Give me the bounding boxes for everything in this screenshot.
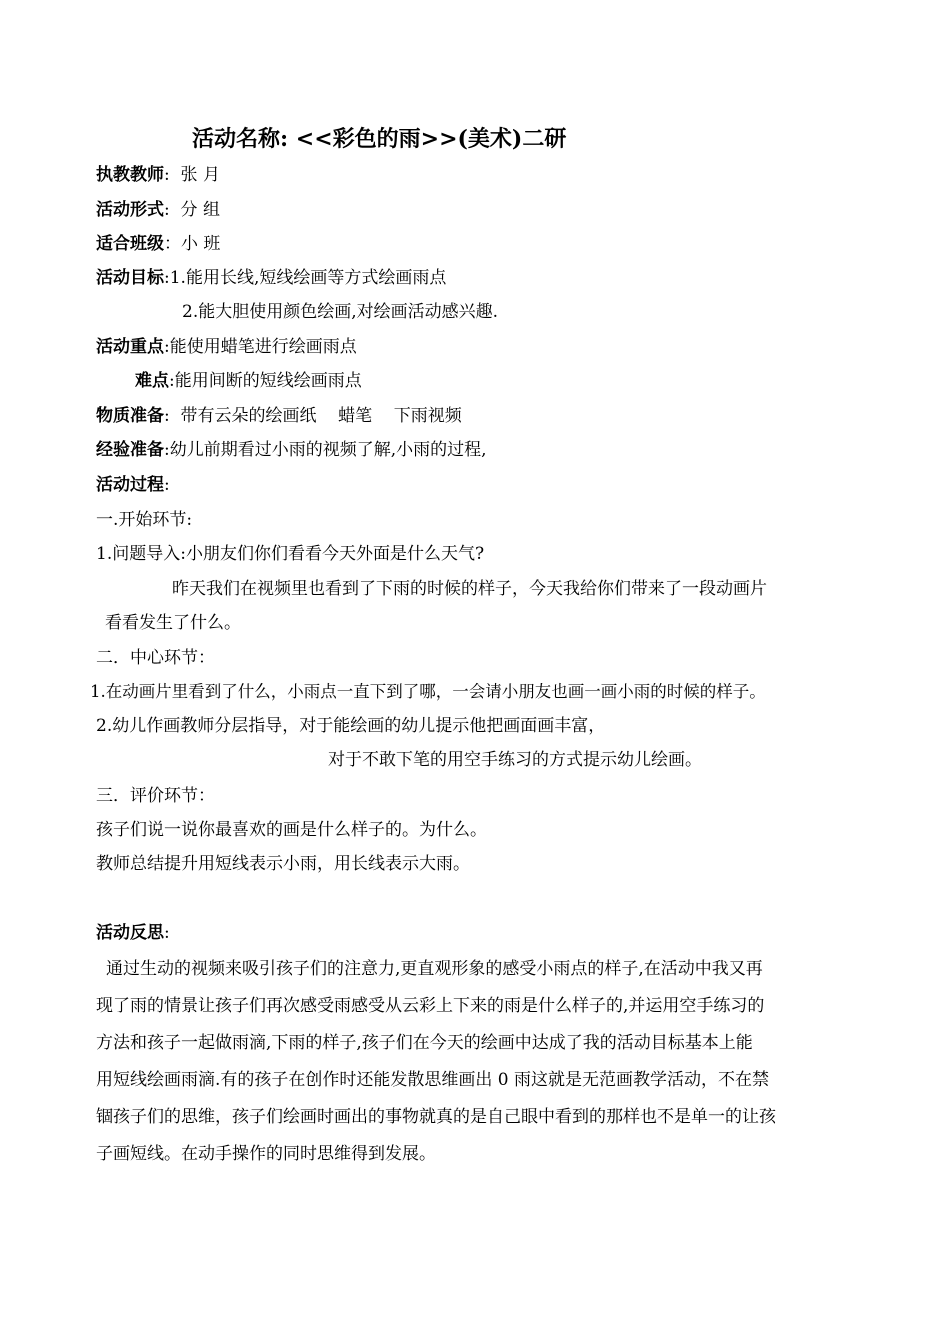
goals-label: 活动目标: [96, 268, 164, 288]
reflection-line: 现了雨的情景让孩子们再次感受雨感受从云彩上下来的雨是什么样子的,并运用空手练习的: [96, 996, 765, 1016]
focus-value: 能使用蜡笔进行绘画雨点: [169, 337, 357, 357]
reflection-line: 方法和孩子一起做雨滴,下雨的样子,孩子们在今天的绘画中达成了我的活动目标基本上能: [96, 1033, 753, 1053]
reflection-line: 用短线绘画雨滴.有的孩子在创作时还能发散思维画出 0 雨这就是无范画教学活动，不在禁: [96, 1070, 770, 1090]
reflection-line: 通过生动的视频来吸引孩子们的注意力,更直观形象的感受小雨点的样子,在活动中我又再: [106, 959, 763, 979]
teacher-sep: :: [164, 165, 170, 185]
section-2-line-1: 1.在动画片里看到了什么，小雨点一直下到了哪，一会请小朋友也画一画小雨的时候的样子。: [90, 682, 766, 701]
teacher-value: 张 月: [180, 165, 220, 185]
reflection-sep: :: [164, 923, 170, 943]
section-2-line-2: 2.幼儿作画教师分层指导，对于能绘画的幼儿提示他把画面画丰富，: [96, 716, 606, 736]
form-value: 分 组: [180, 200, 220, 220]
difficulty-sep: :: [169, 371, 175, 391]
class-level-sep: ：: [164, 234, 181, 254]
experience-label: 经验准备: [96, 440, 164, 460]
materials-row: [96, 405, 462, 427]
process-sep: :: [164, 475, 170, 495]
section-1-line-1: 1.问题导入:小朋友们你们看看今天外面是什么天气?: [96, 544, 485, 564]
materials-label: 物质准备: [96, 406, 164, 426]
materials-value: 带有云朵的绘画纸 蜡笔 下雨视频: [180, 406, 462, 426]
difficulty-value: 能用间断的短线绘画雨点: [174, 371, 362, 391]
experience-row: [96, 439, 487, 461]
focus-label: 活动重点: [96, 337, 164, 357]
goals-sep: :: [164, 268, 170, 288]
process-heading: [96, 474, 170, 496]
section-3-line-1: 孩子们说一说你最喜欢的画是什么样子的。为什么。: [96, 820, 487, 840]
reflection-label: 活动反思: [96, 923, 164, 943]
form-label: 活动形式: [96, 200, 164, 220]
goals-row: [96, 267, 446, 289]
experience-value: 幼儿前期看过小雨的视频了解,小雨的过程,: [169, 440, 487, 460]
form-sep: :: [164, 200, 170, 220]
goals-item-1: 1.能用长线,短线绘画等方式绘画雨点: [169, 268, 447, 288]
class-level-row: [96, 233, 220, 255]
document-title: 活动名称: <<彩色的雨>>(美术)二研: [192, 126, 567, 152]
difficulty-row: [135, 370, 362, 392]
focus-row: [96, 336, 357, 358]
section-2-line-3: 对于不敢下笔的用空手练习的方式提示幼儿绘画。: [328, 750, 702, 770]
section-2-title: 二．中心环节：: [96, 648, 215, 668]
section-3-title: 三．评价环节：: [96, 786, 215, 806]
process-label: 活动过程: [96, 475, 164, 495]
section-1-line-2: 昨天我们在视频里也看到了下雨的时候的样子，今天我给你们带来了一段动画片: [172, 579, 767, 599]
materials-sep: :: [164, 406, 170, 426]
reflection-line: 锢孩子们的思维，孩子们绘画时画出的事物就真的是自己眼中看到的那样也不是单一的让孩: [96, 1107, 776, 1127]
teacher-label: 执教教师: [96, 165, 164, 185]
teacher-row: [96, 164, 220, 186]
difficulty-label: 难点: [135, 371, 169, 391]
reflection-heading: [96, 922, 170, 944]
experience-sep: :: [164, 440, 170, 460]
class-level-label: 适合班级: [96, 234, 164, 254]
section-3-line-2: 教师总结提升用短线表示小雨，用长线表示大雨。: [96, 854, 470, 874]
focus-sep: :: [164, 337, 170, 357]
reflection-line: 子画短线。在动手操作的同时思维得到发展。: [96, 1144, 436, 1164]
section-1-line-3: 看看发生了什么。: [105, 613, 241, 633]
section-1-title: 一.开始环节:: [96, 510, 193, 530]
class-level-value: 小 班: [181, 234, 221, 254]
goals-item-2: 2.能大胆使用颜色绘画,对绘画活动感兴趣.: [182, 302, 499, 322]
form-row: [96, 199, 220, 221]
